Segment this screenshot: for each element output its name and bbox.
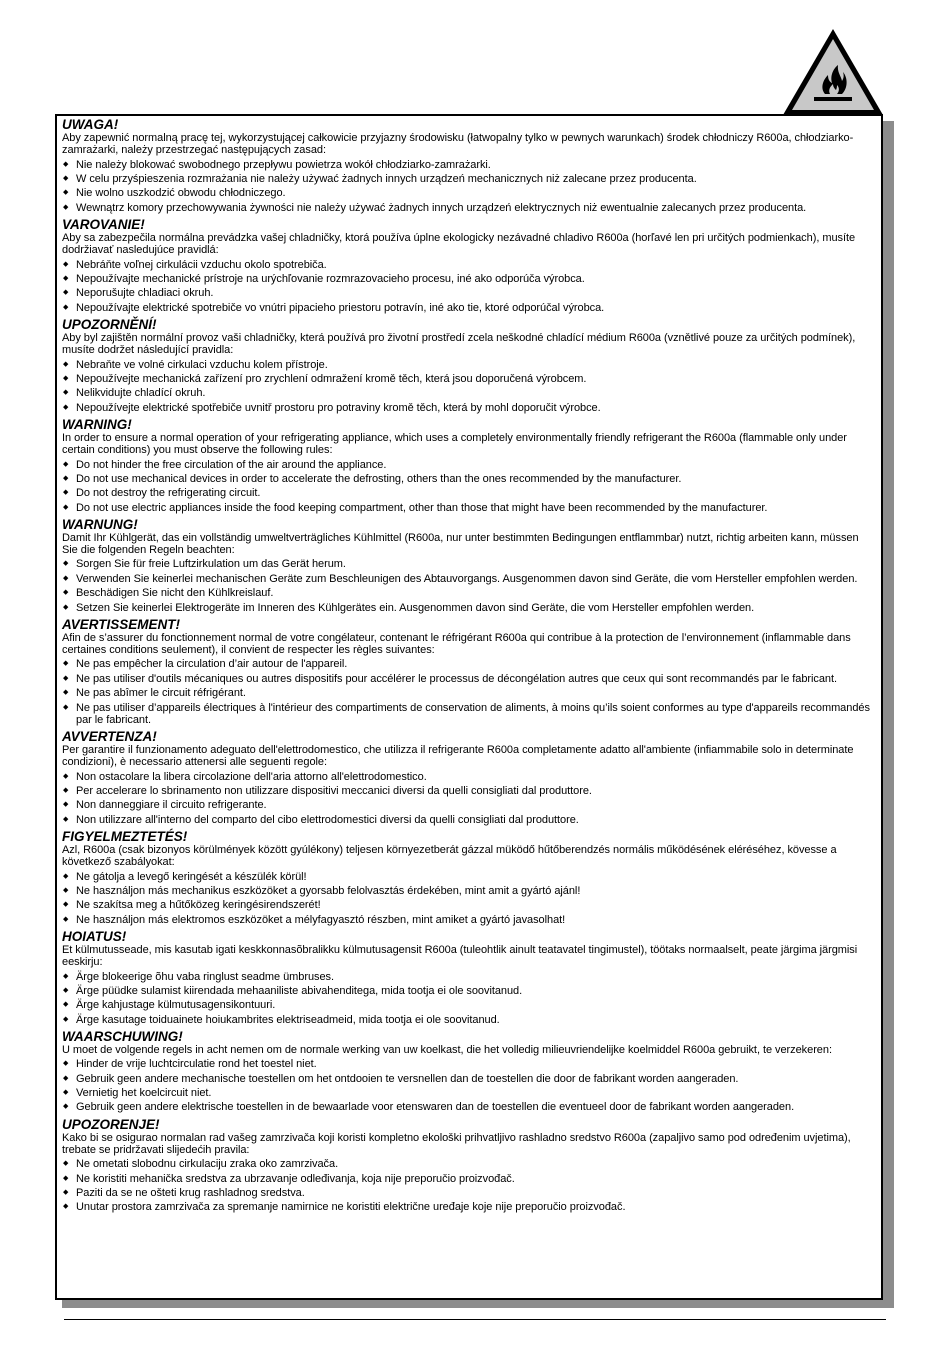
rule-item: ◆ Ärge püüdke sulamist kiirendada mehaaniliste abivahenditega, mida tootja ei ole soovitanud. (62, 985, 876, 997)
rule-item: ◆ Ne pas abîmer le circuit réfrigérant. (62, 687, 876, 699)
rule-list (62, 1058, 876, 1113)
rule-list (62, 558, 876, 613)
rule-item: ◆ Setzen Sie keinerlei Elektrogeräte im Inneren des Kühlgerätes ein. Ausgenommen davon sind Geräte, die vom Hersteller empfohlen werden. (62, 602, 876, 614)
rule-item: ◆ Nepoužívajte elektrické spotrebiče vo vnútri pipacieho priestoru potravín, iné ako tie, ktoré odporúčal výrobca. (62, 302, 876, 314)
rule-list (62, 459, 876, 514)
warning-section (62, 417, 876, 514)
rule-item: ◆ Do not destroy the refrigerating circuit. (62, 487, 876, 499)
rule-item: ◆ Sorgen Sie für freie Luftzirkulation um das Gerät herum. (62, 558, 876, 570)
rule-item: ◆ Nelikvidujte chladící okruh. (62, 387, 876, 399)
rule-item: ◆ Neporušujte chladiaci okruh. (62, 287, 876, 299)
warning-section (62, 317, 876, 414)
rule-item: ◆ Do not hinder the free circulation of the air around the appliance. (62, 459, 876, 471)
section-title: HOIATUS! (62, 928, 127, 944)
rule-item: ◆ Non danneggiare il circuito refrigerante. (62, 799, 876, 811)
rule-item: ◆ Gebruik geen andere mechanische toestellen om het ontdooien te versnellen dan de toestellen die door de fabrikant worden aangeraden. (62, 1073, 876, 1085)
rule-item: ◆ Unutar prostora zamrzivača za spremanje namirnice ne koristiti električne uređaje koje nije preporučio proizvođač. (62, 1201, 876, 1213)
rule-item: ◆ Gebruik geen andere elektrische toestellen in de bewaarlade voor etenswaren dan de toestellen die eventueel door de fabrikant worden aangeraden. (62, 1101, 876, 1113)
rule-item: ◆ Nebraňte ve volné cirkulaci vzduchu kolem přístroje. (62, 359, 876, 371)
warning-section (62, 1117, 876, 1214)
rule-item: ◆ Non ostacolare la libera circolazione dell'aria attorno all'elettrodomestico. (62, 771, 876, 783)
rule-item: ◆ Non utilizzare all'interno del comparto del cibo elettrodomestici diversi da quelli consigliati dal produttore. (62, 814, 876, 826)
section-title: WARNUNG! (62, 516, 138, 532)
rule-list (62, 359, 876, 414)
rule-list (62, 1158, 876, 1213)
warning-section (62, 929, 876, 1026)
warning-section (62, 117, 876, 214)
warning-section (62, 729, 876, 826)
rule-item: ◆ Ne pas empêcher la circulation d’air autour de l'appareil. (62, 658, 876, 670)
rule-item: ◆ Ne ometati slobodnu cirkulaciju zraka oko zamrzivača. (62, 1158, 876, 1170)
section-title: AVERTISSEMENT! (62, 616, 181, 632)
rule-item: ◆ Ärge blokeerige õhu vaba ringlust seadme ümbruses. (62, 971, 876, 983)
rule-item: ◆ Verwenden Sie keinerlei mechanischen Geräte zum Beschleunigen des Abtauvorgangs. Ausgenommen davon sind Geräte, die vom Hersteller empfohlen werden. (62, 573, 876, 585)
flammable-warning-icon (780, 26, 886, 118)
section-intro: In order to ensure a normal operation of your refrigerating appliance, which uses a completely environmentally friendly refrigerant the R600a (flammable only under certain conditions) you must observe the following rules: (62, 431, 847, 457)
section-intro: Per garantire il funzionamento adeguato dell'elettrodomestico, che utilizza il refrigerante R600a completamente adatto all'ambiente (infiammabile solo in determinate condizioni), è necessario attenersi alle seguenti regole: (62, 744, 854, 769)
rule-item: ◆ Paziti da se ne ošteti krug rashladnog sredstva. (62, 1187, 876, 1199)
rule-item: ◆ Ne koristiti mehanička sredstva za ubrzavanje odleđivanja, koja nije preporučio proizvođač. (62, 1173, 876, 1185)
section-title: WARNING! (62, 416, 132, 432)
warning-section (62, 517, 876, 614)
section-intro: Aby zapewnić normalną pracę tej, wykorzystującej całkowicie przyjazny środowisku (łatwopalny tylko w pewnych warunkach) środek chłodniczy R600a, chłodziarko-zamrażarki, należy przestrzegać następujących zasad: (62, 132, 854, 157)
rule-item: ◆ Wewnątrz komory przechowywania żywności nie należy używać żadnych innych urządzeń elektrycznych niż ewentualnie zalecanych przez producenta. (62, 202, 876, 214)
rule-item: ◆ Ne használjon más elektromos eszközöket a mélyfagyasztó részben, mint amiket a gyártó javasolhat! (62, 914, 876, 926)
rule-list (62, 871, 876, 926)
rule-item: ◆ Ärge kasutage toiduainete hoiukambrites elektriseadmeid, mida tootja ei ole soovitanud. (62, 1014, 876, 1026)
warnings-frame (55, 114, 883, 1300)
rule-item: ◆ Nie należy blokować swobodnego przepływu powietrza wokół chłodziarko-zamrażarki. (62, 159, 876, 171)
section-title: UPOZORNĚNÍ! (62, 316, 157, 332)
rule-list (62, 658, 876, 726)
section-title: UWAGA! (62, 117, 119, 132)
rule-list (62, 259, 876, 314)
rule-item: ◆ Ärge kahjustage külmutusagensikontuuri. (62, 999, 876, 1011)
section-title: FIGYELMEZTETÉS! (62, 828, 188, 844)
rule-list (62, 771, 876, 826)
rule-item: ◆ Nepoužívejte elektrické spotřebiče uvnitř prostoru pro potraviny kromě těch, která by mohl doporučit výrobce. (62, 402, 876, 414)
rule-item: ◆ Hinder de vrije luchtcirculatie rond het toestel niet. (62, 1058, 876, 1070)
section-intro: Aby byl zajištěn normální provoz vaši chladničky, která používá pro životní prostředí zcela neškodné chladící médium R600a (vznětlivé pouze za určitých podmínek), musíte dodržet následující pravidla: (62, 331, 856, 357)
section-title: UPOZORENJE! (62, 1116, 160, 1132)
rule-item: ◆ Per accelerare lo sbrinamento non utilizzare dispositivi meccanici diversi da quelli consigliati dal produttore. (62, 785, 876, 797)
warning-section (62, 617, 876, 726)
rule-item: ◆ Nepoužívejte mechanická zařízení pro zrychlení odmražení kromě těch, která jsou doporučená výrobcem. (62, 373, 876, 385)
section-intro: U moet de volgende regels in acht nemen om de normale werking van uw koelkast, die het volledig milieuvriendelijke koelmiddel R600a gebruikt, te verzekeren: (62, 1043, 832, 1056)
rule-item: ◆ Nie wolno uszkodzić obwodu chłodniczego. (62, 187, 876, 199)
section-intro: Aby sa zabezpečila normálna prevádzka vašej chladničky, ktorá používa úplne ekologicky nezávadné chladivo R600a (horľavé len pri určitých podmienkach), musíte dodržiavať nasledujúce pravidlá: (62, 231, 856, 257)
rule-item: ◆ Ne gátolja a levegő keringését a készülék körül! (62, 871, 876, 883)
section-intro: Et külmutusseade, mis kasutab igati keskkonnasõbralikku külmutusagensit R600a (tuleohtlik ainult teatavatel tingimustel), töötaks normaalselt, peate järgima järgmisi eeskirju: (62, 943, 858, 969)
rule-item: ◆ Vernietig het koelcircuit niet. (62, 1087, 876, 1099)
rule-item: ◆ Ne használjon más mechanikus eszközöket a gyorsabb felolvasztás érdekében, mint amit a gyártó ajánl! (62, 885, 876, 897)
footer-divider (64, 1319, 886, 1320)
section-intro: Damit Ihr Kühlgerät, das ein vollständig umweltverträgliches Kühlmittel (R600a, nur unter bestimmten Bedingungen entflammbar) nutzt, richtig arbeiten kann, müssen Sie die folgenden Regeln beachten: (62, 531, 859, 557)
rule-list (62, 971, 876, 1026)
section-title: VAROVANIE! (62, 216, 145, 232)
rule-item: ◆ Ne pas utiliser d'outils mécaniques ou autres dispositifs pour accélérer le processus de décongélation autres que ceux qui sont recommandés par le fabricant. (62, 673, 876, 685)
section-intro: Kako bi se osigurao normalan rad vašeg zamrzivača koji koristi kompletno ekološki prihvatljivo rashladno sredstvo R600a (zapaljivo samo pod određenim uvjetima), trebate se pridržavati slijedećih pravila: (62, 1131, 851, 1156)
rule-item: ◆ Do not use electric appliances inside the food keeping compartment, other than those that might have been recommended by the manufacturer. (62, 502, 876, 514)
warning-section (62, 217, 876, 314)
section-title: AVVERTENZA! (62, 729, 157, 745)
rule-item: ◆ Nepoužívajte mechanické prístroje na urýchľovanie rozmrazovacieho procesu, iné ako odporúča výrobca. (62, 273, 876, 285)
section-title: WAARSCHUWING! (62, 1028, 183, 1044)
rule-item: ◆ Ne pas utiliser d’appareils électriques à l'intérieur des compartiments de conservation de aliments, à moins qu’ils soient conformes au type d'appareils recommandés par le fabricant. (62, 702, 876, 726)
warning-section (62, 1029, 876, 1114)
rule-item: ◆ W celu przyśpieszenia rozmrażania nie należy używać żadnych innych urządzeń mechanicznych niż zalecane przez producenta. (62, 173, 876, 185)
rule-item: ◆ Beschädigen Sie nicht den Kühlkreislauf. (62, 587, 876, 599)
warning-section (62, 829, 876, 926)
rule-item: ◆ Ne szakítsa meg a hűtőközeg keringésirendszerét! (62, 899, 876, 911)
section-intro: Azl, R600a (csak bizonyos körülmények között gyúlékony) teljesen környezetberát gázzal müködő hűtőberendzés normális működésének eléréséhez, kövesse a következő szabályokat: (62, 843, 837, 869)
rule-item: ◆ Nebráňte voľnej cirkulácii vzduchu okolo spotrebiča. (62, 259, 876, 271)
rule-list (62, 159, 876, 214)
section-intro: Afin de s’assurer du fonctionnement normal de votre congélateur, contenant le réfrigérant R600a qui contribue à la protection de l’environnement (inflammable dans certaines conditions seulement), il convient de respecter les règles suivantes: (62, 631, 851, 657)
rule-item: ◆ Do not use mechanical devices in order to accelerate the defrosting, others than the ones recommended by the manufacturer. (62, 473, 876, 485)
